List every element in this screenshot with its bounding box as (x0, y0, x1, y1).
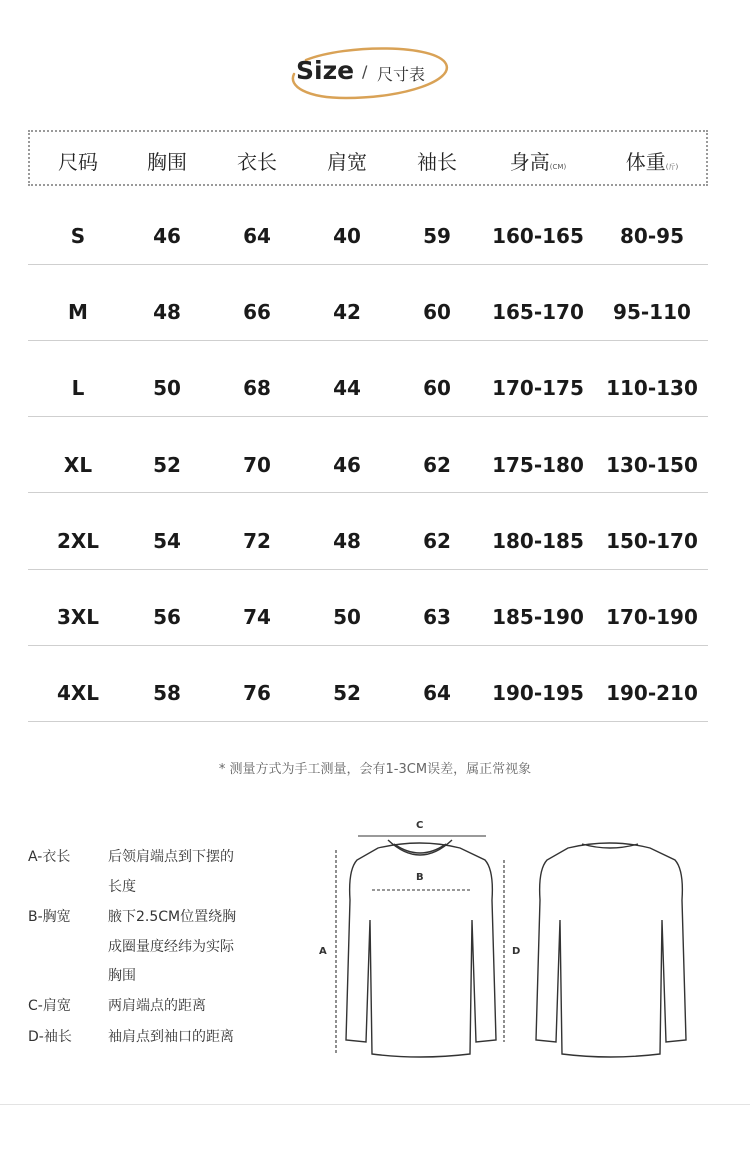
cell-weight: 110-130 (606, 376, 698, 400)
header-length (207, 146, 307, 175)
cell-chest: 56 (153, 605, 181, 629)
bottom-divider (0, 1104, 750, 1105)
cell-sleeve: 63 (423, 605, 451, 629)
cell-length: 66 (243, 300, 271, 324)
header-length-label: 衣长 (237, 150, 277, 174)
cell-sleeve: 59 (423, 224, 451, 248)
cell-weight: 95-110 (613, 300, 691, 324)
header-weight-label: 体重 (625, 150, 666, 174)
cell-chest: 48 (153, 300, 181, 324)
header-height-unit: (CM) (549, 163, 567, 171)
cell-shoulder: 52 (333, 681, 361, 705)
cell-height: 185-190 (492, 605, 584, 629)
row-divider (28, 416, 708, 417)
cell-height: 180-185 (492, 529, 584, 553)
cell-size: 4XL (56, 681, 100, 705)
legend-key-b: B-胸宽 (28, 909, 71, 925)
cell-height: 175-180 (492, 453, 584, 477)
cell-shoulder: 40 (333, 224, 361, 248)
row-divider (28, 721, 708, 722)
shirt-diagram (300, 810, 720, 1070)
legend-text: 成圈量度经纬为实际 (108, 939, 234, 955)
legend-key-d: D-袖长 (28, 1029, 72, 1045)
row-divider (28, 264, 708, 265)
row-divider (28, 569, 708, 570)
header-chest (117, 146, 217, 175)
cell-chest: 54 (153, 529, 181, 553)
cell-length: 70 (243, 453, 271, 477)
cell-length: 76 (243, 681, 271, 705)
cell-length: 72 (243, 529, 271, 553)
legend-key-a: A-衣长 (28, 849, 71, 865)
row-divider (28, 492, 708, 493)
header-sleeve (387, 146, 487, 175)
measurement-note: * 测量方式为手工测量，会有1-3CM误差，属正常视象 (218, 762, 532, 777)
legend-text: 长度 (108, 879, 136, 895)
cell-sleeve: 64 (423, 681, 451, 705)
legend-text: 两肩端点的距离 (108, 998, 206, 1014)
row-divider (28, 340, 708, 341)
cell-length: 68 (243, 376, 271, 400)
header-shoulder-label: 肩宽 (327, 150, 367, 174)
cell-chest: 46 (153, 224, 181, 248)
cell-chest: 50 (153, 376, 181, 400)
cell-length: 74 (243, 605, 271, 629)
cell-sleeve: 62 (423, 529, 451, 553)
diagram-label-d: D (512, 946, 521, 957)
cell-length: 64 (243, 224, 271, 248)
cell-size: 3XL (56, 605, 100, 629)
cell-sleeve: 60 (423, 376, 451, 400)
header-chest-label: 胸围 (147, 150, 187, 174)
cell-chest: 52 (153, 453, 181, 477)
header-height (488, 146, 588, 175)
cell-height: 170-175 (492, 376, 584, 400)
header-size-label: 尺码 (58, 150, 98, 174)
title-size-cn: 尺寸表 (377, 65, 426, 84)
cell-size: M (68, 300, 88, 324)
legend-text: 胸围 (108, 968, 136, 984)
row-divider (28, 645, 708, 646)
size-chart-title (286, 46, 456, 102)
cell-height: 165-170 (492, 300, 584, 324)
cell-size: S (70, 224, 86, 248)
back-shirt-icon (536, 843, 686, 1057)
cell-height: 190-195 (492, 681, 584, 705)
table-row (0, 350, 750, 426)
cell-size: XL (63, 453, 93, 477)
legend-text: 腋下2.5CM位置绕胸 (108, 909, 237, 925)
header-sleeve-label: 袖长 (417, 150, 457, 174)
cell-size: L (71, 376, 85, 400)
front-shirt-icon (336, 836, 504, 1057)
table-row (0, 503, 750, 579)
legend-text: 后领肩端点到下摆的 (108, 849, 234, 865)
title-size-text: Size (296, 56, 355, 85)
cell-shoulder: 50 (333, 605, 361, 629)
header-weight-unit: (斤) (665, 163, 679, 171)
diagram-label-c: C (416, 820, 424, 831)
cell-chest: 58 (153, 681, 181, 705)
header-shoulder (297, 146, 397, 175)
diagram-label-a: A (319, 946, 327, 957)
cell-shoulder: 44 (333, 376, 361, 400)
legend-key-c: C-肩宽 (28, 998, 71, 1014)
cell-height: 160-165 (492, 224, 584, 248)
header-size (28, 146, 128, 175)
cell-weight: 130-150 (606, 453, 698, 477)
title-separator: / (362, 62, 368, 81)
table-row (0, 274, 750, 350)
header-weight (602, 146, 702, 175)
cell-weight: 80-95 (620, 224, 684, 248)
header-height-label: 身高 (509, 150, 550, 174)
cell-shoulder: 46 (333, 453, 361, 477)
table-row (0, 655, 750, 731)
cell-weight: 170-190 (606, 605, 698, 629)
cell-weight: 150-170 (606, 529, 698, 553)
cell-shoulder: 42 (333, 300, 361, 324)
cell-shoulder: 48 (333, 529, 361, 553)
cell-size: 2XL (56, 529, 100, 553)
table-row (0, 579, 750, 655)
cell-weight: 190-210 (606, 681, 698, 705)
cell-sleeve: 62 (423, 453, 451, 477)
diagram-label-b: B (416, 872, 424, 883)
legend-text: 袖肩点到袖口的距离 (108, 1029, 234, 1045)
cell-sleeve: 60 (423, 300, 451, 324)
table-row (0, 198, 750, 274)
